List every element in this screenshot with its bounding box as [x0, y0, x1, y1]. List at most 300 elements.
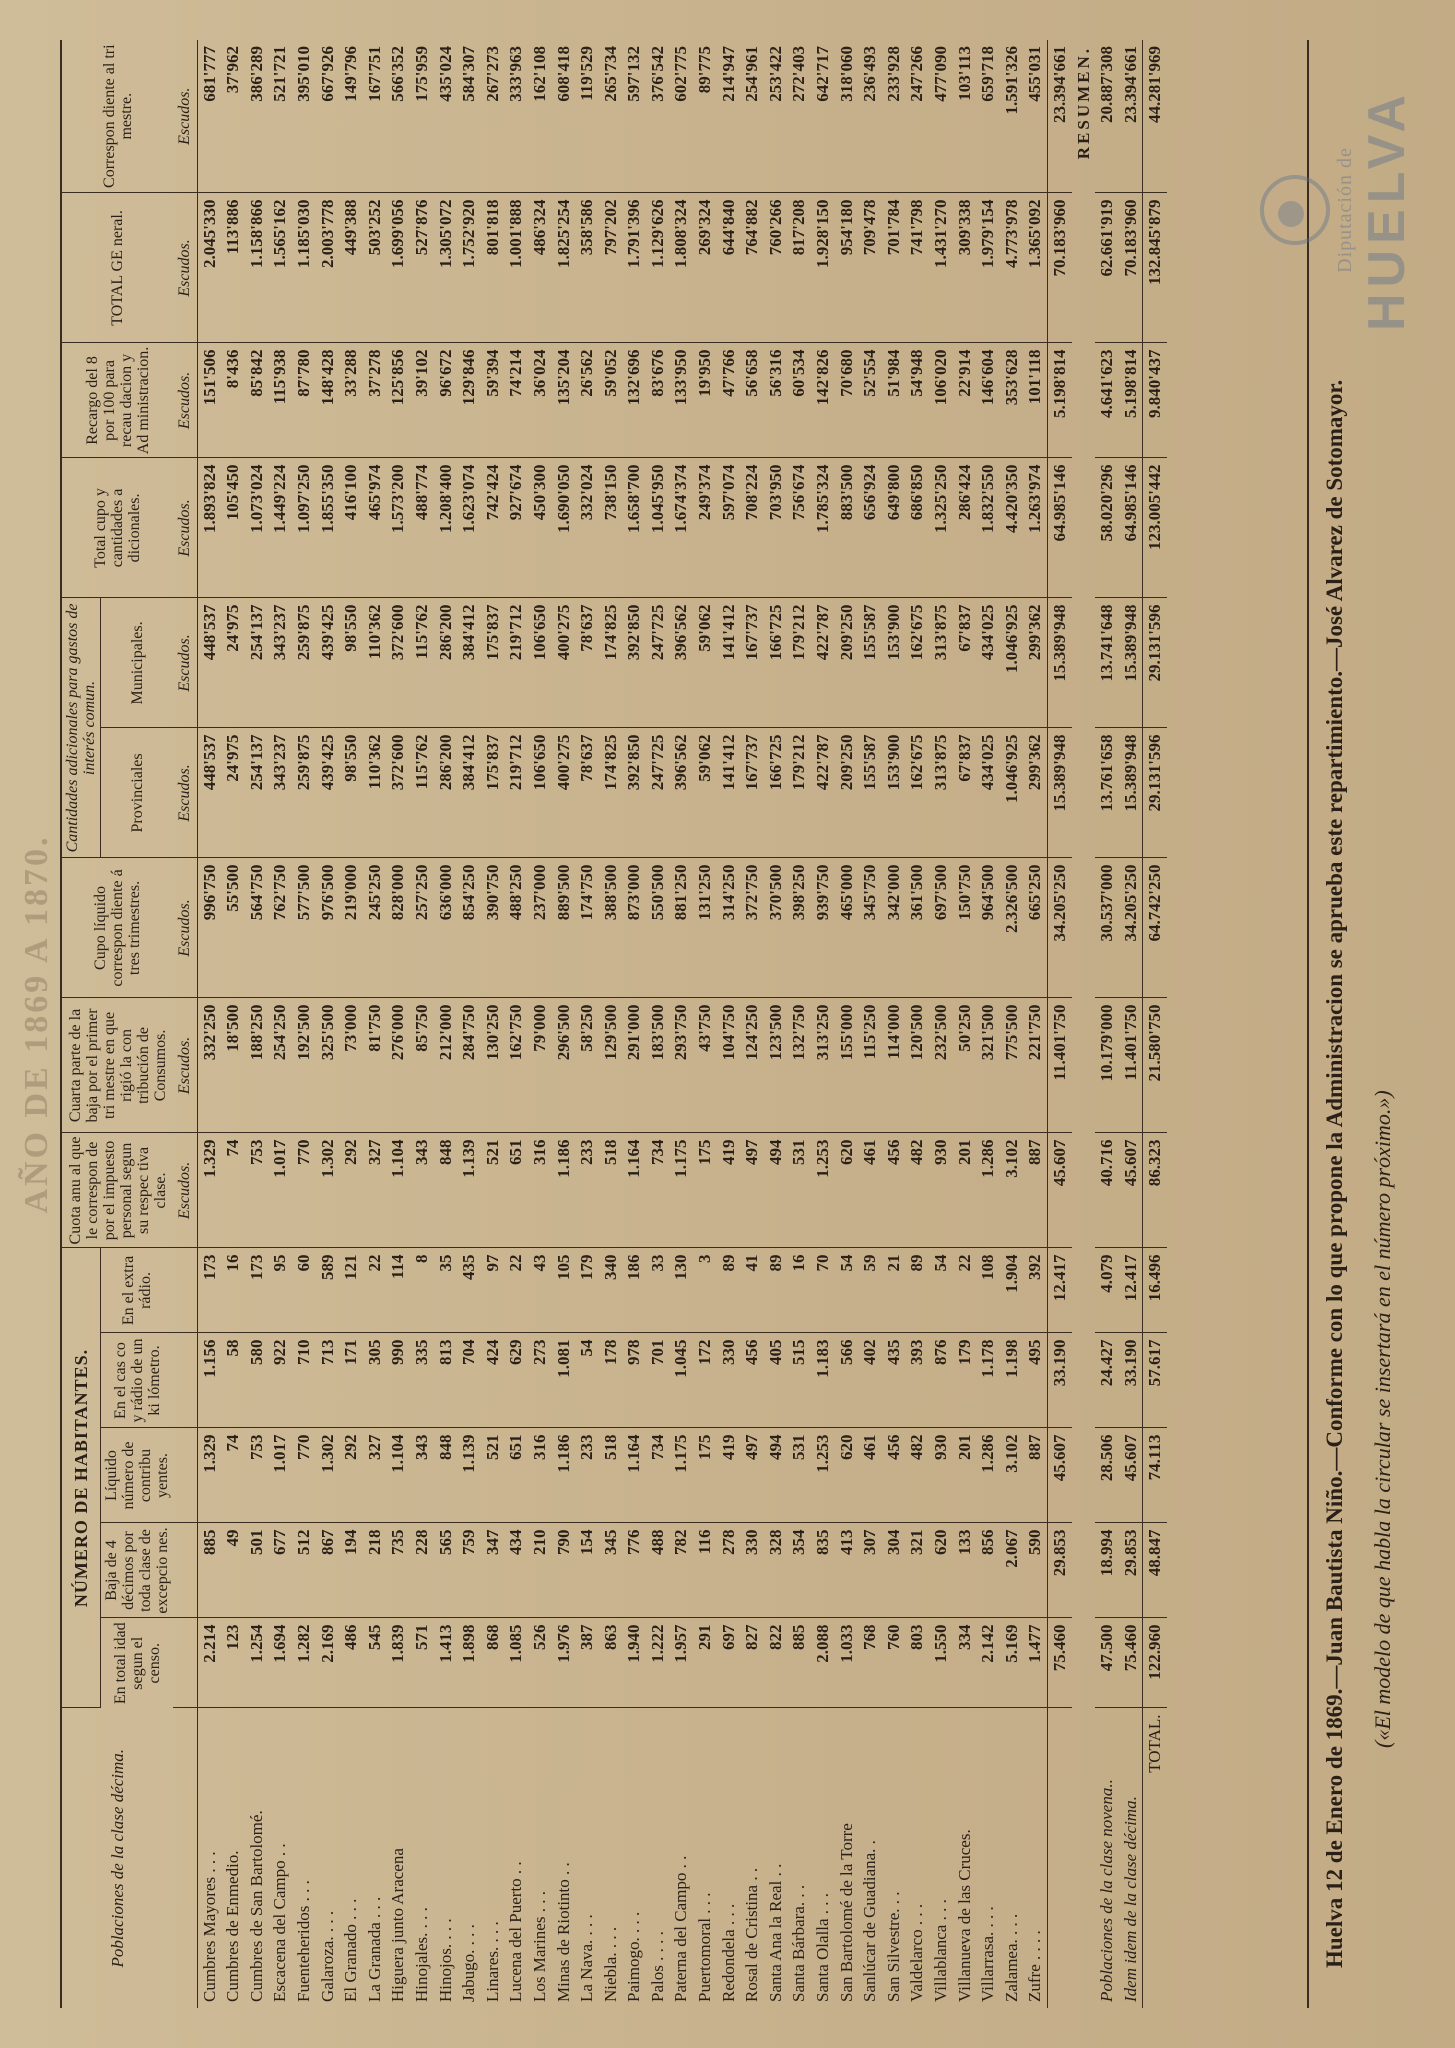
town-name: Valdelarco . . . — [907, 1903, 927, 2002]
table-cell: 166'725 — [764, 728, 788, 858]
table-cell: 1.431'270 — [929, 193, 953, 343]
table-cell: 2.088 — [811, 1618, 835, 1708]
town-name: Los Marines . . . — [529, 1891, 549, 2002]
table-cell: 456 — [882, 1133, 906, 1248]
table-cell: 132'696 — [622, 343, 646, 458]
summary-cell: 64.985'146 — [1119, 458, 1143, 598]
table-cell: 51'984 — [882, 343, 906, 458]
table-cell: 1.904 — [1000, 1248, 1024, 1333]
table-cell: 19'950 — [693, 343, 717, 458]
table-cell: 155'587 — [858, 728, 882, 858]
table-cell: 477'090 — [929, 40, 953, 193]
table-cell: 686'850 — [905, 458, 929, 598]
table-cell: 387 — [575, 1618, 599, 1708]
table-row — [622, 40, 646, 2008]
unit-label: Escudos. — [173, 40, 197, 193]
table-cell: 1.139 — [457, 1428, 481, 1523]
table-cell: 58'250 — [575, 998, 599, 1133]
table-cell: 512 — [292, 1523, 316, 1618]
table-cell: 354 — [787, 1523, 811, 1618]
table-cell: 494 — [764, 1428, 788, 1523]
table-cell: 402 — [858, 1333, 882, 1428]
table-cell: 482 — [905, 1428, 929, 1523]
col-header-cupo: Cupo líquido correspon diente á tres trimestres. — [62, 858, 173, 998]
summary-cell: 58.020'296 — [1095, 458, 1119, 598]
table-cell: 1.785'324 — [811, 458, 835, 598]
table-cell: 659'718 — [976, 40, 1000, 193]
table-row — [457, 40, 481, 2008]
table-cell: 577'500 — [292, 858, 316, 998]
table-cell: 316 — [528, 1428, 552, 1523]
table-cell: 166'725 — [764, 598, 788, 728]
table-cell: 1.979'154 — [976, 193, 1000, 343]
table-cell: 194 — [339, 1523, 363, 1618]
table-row — [953, 40, 977, 2008]
table-cell: 26'562 — [575, 343, 599, 458]
table-cell: 228 — [410, 1523, 434, 1618]
table-cell: 1.001'888 — [504, 193, 528, 343]
table-cell: 142'826 — [811, 343, 835, 458]
table-cell: 52'554 — [858, 343, 882, 458]
table-cell: 296'500 — [552, 998, 576, 1133]
table-cell: 939'750 — [811, 858, 835, 998]
town-name: Escacena del Campo . . — [270, 1843, 290, 2002]
summary-cell: 15.389'948 — [1119, 728, 1143, 858]
table-cell: 221'750 — [1023, 998, 1047, 1133]
table-cell: 173 — [245, 1248, 269, 1333]
table-cell: 681'777 — [197, 40, 221, 193]
table-cell: 247'266 — [905, 40, 929, 193]
table-cell: 434'025 — [976, 728, 1000, 858]
table-cell: 709'478 — [858, 193, 882, 343]
table-cell: 990 — [386, 1333, 410, 1428]
footer-note: («El modelo de que habla la circular se insertará en el número próximo.») — [1370, 1090, 1395, 1748]
table-cell: 83'676 — [646, 343, 670, 458]
footer-signature: Huelva 12 de Enero de 1869.—Juan Bautista Niño.—Conforme con lo que propone la Administracion se aprueba este repartimiento.—José Alvarez de Sotomayor. — [1322, 379, 1347, 1968]
table-cell: 1.565'162 — [268, 193, 292, 343]
table-cell: 233'928 — [882, 40, 906, 193]
table-cell: 386'289 — [245, 40, 269, 193]
table-cell: 35 — [434, 1248, 458, 1333]
table-cell: 334 — [953, 1618, 977, 1708]
table-cell: 265'734 — [599, 40, 623, 193]
table-cell: 162'750 — [504, 998, 528, 1133]
table-cell: 608'418 — [552, 40, 576, 193]
table-cell: 644'840 — [717, 193, 741, 343]
table-cell: 21 — [882, 1248, 906, 1333]
table-cell: 115'938 — [268, 343, 292, 458]
table-cell: 133'950 — [669, 343, 693, 458]
table-cell: 210 — [528, 1523, 552, 1618]
table-cell: 396'562 — [669, 728, 693, 858]
table-cell: 1.329 — [197, 1133, 221, 1248]
table-cell: 116 — [693, 1523, 717, 1618]
table-cell: 1.046'925 — [1000, 728, 1024, 858]
table-cell: 36'024 — [528, 343, 552, 458]
table-cell: 1.253 — [811, 1428, 835, 1523]
table-cell: 70 — [811, 1248, 835, 1333]
table-cell: 101'118 — [1023, 343, 1047, 458]
table-cell: 254'137 — [245, 598, 269, 728]
table-cell: 114'000 — [882, 998, 906, 1133]
table-cell: 56'658 — [740, 343, 764, 458]
table-cell: 43 — [528, 1248, 552, 1333]
table-cell: 313'875 — [929, 728, 953, 858]
table-cell: 488'774 — [410, 458, 434, 598]
table-cell: 267'273 — [481, 40, 505, 193]
table-cell: 782 — [669, 1523, 693, 1618]
table-cell: 419 — [717, 1428, 741, 1523]
table-cell: 372'600 — [386, 728, 410, 858]
table-cell: 976'500 — [316, 858, 340, 998]
table-row — [268, 40, 292, 2008]
table-cell: 398'250 — [787, 858, 811, 998]
table-cell: 247'725 — [646, 728, 670, 858]
table-cell: 817'208 — [787, 193, 811, 343]
unit-label: Escudos. — [173, 193, 197, 343]
table-body — [173, 40, 1072, 2008]
table-cell: 162'108 — [528, 40, 552, 193]
table-cell: 167'737 — [740, 728, 764, 858]
table-cell: 734 — [646, 1428, 670, 1523]
table-cell: 328 — [764, 1523, 788, 1618]
table-cell: 353'628 — [1000, 343, 1024, 458]
table-cell: 1.045'950 — [646, 458, 670, 598]
table-cell: 1.254 — [245, 1618, 269, 1708]
table-cell: 236'493 — [858, 40, 882, 193]
table-cell: 325'500 — [316, 998, 340, 1133]
summary-cell: 13.761'658 — [1095, 728, 1119, 858]
table-cell: 233 — [575, 1133, 599, 1248]
table-cell: 461 — [858, 1133, 882, 1248]
table-cell: 1.017 — [268, 1428, 292, 1523]
table-cell: 835 — [811, 1523, 835, 1618]
table-cell: 313'250 — [811, 998, 835, 1133]
table-cell: 284'750 — [457, 998, 481, 1133]
table-cell: 175'837 — [481, 728, 505, 858]
table-cell: 649'800 — [882, 458, 906, 598]
table-cell: 345'750 — [858, 858, 882, 998]
summary-body — [1072, 40, 1167, 2008]
table-cell: 2.326'500 — [1000, 858, 1024, 998]
table-cell: 114 — [386, 1248, 410, 1333]
table-cell: 1.183 — [811, 1333, 835, 1428]
table-cell: 822 — [764, 1618, 788, 1708]
table-cell: 854'250 — [457, 858, 481, 998]
table-cell: 1.325'250 — [929, 458, 953, 598]
table-cell: 518 — [599, 1428, 623, 1523]
table-cell: 518 — [599, 1133, 623, 1248]
table-cell: 330 — [717, 1333, 741, 1428]
table-cell: 113'886 — [221, 193, 245, 343]
table-cell: 405 — [764, 1333, 788, 1428]
town-name: Hinojos. . . . — [435, 1918, 455, 2002]
town-name: Higuera junto Aracena — [388, 1848, 408, 2002]
table-cell: 162'675 — [905, 728, 929, 858]
table-cell: 1.158'866 — [245, 193, 269, 343]
table-cell: 2.169 — [316, 1618, 340, 1708]
table-cell: 123'500 — [764, 998, 788, 1133]
table-cell: 43'750 — [693, 998, 717, 1133]
table-cell: 150'750 — [953, 858, 977, 998]
summary-cell: 24.427 — [1095, 1333, 1119, 1428]
table-cell: 87'780 — [292, 343, 316, 458]
table-cell: 24'975 — [221, 728, 245, 858]
table-cell: 1.164 — [622, 1133, 646, 1248]
table-cell: 59'052 — [599, 343, 623, 458]
town-name: La Granada . . . — [364, 1896, 384, 2002]
town-name: Santa Ana la Real . . — [765, 1863, 785, 2002]
table-cell: 58 — [221, 1333, 245, 1428]
table-cell: 393 — [905, 1333, 929, 1428]
summary-label: TOTAL. — [1143, 1708, 1167, 2008]
table-cell: 927'674 — [504, 458, 528, 598]
table-cell: 735 — [386, 1523, 410, 1618]
summary-cell: 29.131'596 — [1143, 598, 1167, 728]
table-cell: 887 — [1023, 1428, 1047, 1523]
table-cell: 770 — [292, 1428, 316, 1523]
table-cell: 566'352 — [386, 40, 410, 193]
table-cell: 4.773'978 — [1000, 193, 1024, 343]
table-cell: 435'024 — [434, 40, 458, 193]
table-cell: 22 — [504, 1248, 528, 1333]
table-cell: 3.102 — [1000, 1133, 1024, 1248]
table-row — [976, 40, 1000, 2008]
table-cell: 930 — [929, 1133, 953, 1248]
table-cell: 1.253 — [811, 1133, 835, 1248]
table-cell: 1.976 — [552, 1618, 576, 1708]
table-cell: 201 — [953, 1428, 977, 1523]
table-cell: 212'000 — [434, 998, 458, 1133]
table-cell: 848 — [434, 1428, 458, 1523]
table-cell: 343 — [410, 1428, 434, 1523]
table-cell: 219'000 — [339, 858, 363, 998]
summary-label: Poblaciones de la clase novena.. — [1097, 1779, 1117, 2002]
table-cell: 8 — [410, 1248, 434, 1333]
table-cell: 105'450 — [221, 458, 245, 598]
col-header-poblaciones: Poblaciones de la clase décima. — [108, 1748, 127, 1968]
table-cell: 2.003'778 — [316, 193, 340, 343]
table-cell: 153'900 — [882, 598, 906, 728]
town-name: Villanueva de las Cruces. — [954, 1829, 974, 2002]
table-cell: 74'214 — [504, 343, 528, 458]
summary-cell: 15.389'948 — [1119, 598, 1143, 728]
table-cell: 450'300 — [528, 458, 552, 598]
town-name: Cumbres de Enmedio. — [223, 1850, 243, 2002]
table-row — [1000, 40, 1024, 2008]
table-row — [740, 40, 764, 2008]
table-cell: 110'362 — [363, 728, 387, 858]
col-header-liquido: Líquido número de contribu yentes. — [101, 1428, 174, 1523]
summary-cell: 13.741'648 — [1095, 598, 1119, 728]
table-cell: 333'963 — [504, 40, 528, 193]
table-cell: 1.694 — [268, 1618, 292, 1708]
summary-cell: 9.840'437 — [1143, 343, 1167, 458]
table-cell: 435 — [457, 1248, 481, 1333]
unit-label: Escudos. — [173, 343, 197, 458]
table-cell: 392'850 — [622, 598, 646, 728]
table-cell: 129'500 — [599, 998, 623, 1133]
table-cell: 876 — [929, 1333, 953, 1428]
table-cell: 167'737 — [740, 598, 764, 728]
table-cell: 863 — [599, 1618, 623, 1708]
units-row — [173, 40, 197, 2008]
table-cell: 175'837 — [481, 598, 505, 728]
total-cell: 70.183'960 — [1047, 193, 1071, 343]
table-cell: 384'412 — [457, 598, 481, 728]
table-cell: 827 — [740, 1618, 764, 1708]
table-cell: 259'875 — [292, 728, 316, 858]
summary-cell: 45.607 — [1119, 1428, 1143, 1523]
summary-cell: 28.506 — [1095, 1428, 1119, 1523]
summary-row — [1095, 40, 1119, 2008]
table-cell: 465'000 — [835, 858, 859, 998]
table-cell: 171 — [339, 1333, 363, 1428]
table-cell: 848 — [434, 1133, 458, 1248]
town-name: Lucena del Puerto . . — [506, 1861, 526, 2002]
total-cell: 15.389'948 — [1047, 728, 1071, 858]
archive-watermark — [1260, 60, 1417, 360]
summary-cell: 48.847 — [1143, 1523, 1167, 1618]
table-cell: 488'250 — [504, 858, 528, 998]
summary-cell: 47.500 — [1095, 1618, 1119, 1708]
table-cell: 249'374 — [693, 458, 717, 598]
table-cell: 37'278 — [363, 343, 387, 458]
table-row — [434, 40, 458, 2008]
table-cell: 1.282 — [292, 1618, 316, 1708]
table-cell: 305 — [363, 1333, 387, 1428]
table-cell: 173 — [197, 1248, 221, 1333]
table-cell: 1.674'374 — [669, 458, 693, 598]
table-cell: 697'500 — [929, 858, 953, 998]
table-cell: 764'882 — [740, 193, 764, 343]
table-cell: 1.957 — [669, 1618, 693, 1708]
table-cell: 1.855'350 — [316, 458, 340, 598]
table-cell: 1.104 — [386, 1428, 410, 1523]
table-cell: 174'825 — [599, 598, 623, 728]
table-cell: 2.067 — [1000, 1523, 1024, 1618]
table-cell: 738'150 — [599, 458, 623, 598]
summary-cell: 18.994 — [1095, 1523, 1119, 1618]
town-name: Zalamea. . . . — [1001, 1913, 1021, 2002]
town-name: Galaroza. . . . — [317, 1910, 337, 2002]
table-row — [599, 40, 623, 2008]
total-cell: 33.190 — [1047, 1333, 1071, 1428]
table-cell: 651 — [504, 1428, 528, 1523]
table-cell: 307 — [858, 1523, 882, 1618]
total-cell: 11.401'750 — [1047, 998, 1071, 1133]
unit-label: Escudos. — [173, 1133, 197, 1248]
table-cell: 1.164 — [622, 1428, 646, 1523]
table-cell: 710 — [292, 1333, 316, 1428]
table-cell: 254'250 — [268, 998, 292, 1133]
table-cell: 96'672 — [434, 343, 458, 458]
table-cell: 318'060 — [835, 40, 859, 193]
table-cell: 1.081 — [552, 1333, 576, 1428]
table-cell: 54 — [929, 1248, 953, 1333]
table-cell: 130 — [669, 1248, 693, 1333]
table-cell: 424 — [481, 1333, 505, 1428]
table-cell: 370'500 — [764, 858, 788, 998]
table-cell: 667'926 — [316, 40, 340, 193]
table-row — [929, 40, 953, 2008]
col-header-total-censo: En total idad segun el censo. — [111, 1622, 163, 1705]
table-row — [292, 40, 316, 2008]
table-cell: 85'750 — [410, 998, 434, 1133]
table-cell: 656'924 — [858, 458, 882, 598]
table-cell: 2.045'330 — [197, 193, 221, 343]
table-cell: 497 — [740, 1133, 764, 1248]
table-cell: 218 — [363, 1523, 387, 1618]
table-cell: 89 — [905, 1248, 929, 1333]
table-cell: 37'962 — [221, 40, 245, 193]
table-cell: 70'680 — [835, 343, 859, 458]
table-cell: 636'000 — [434, 858, 458, 998]
total-cell: 5.198'814 — [1047, 343, 1071, 458]
summary-cell: 29.131'596 — [1143, 728, 1167, 858]
table-row — [811, 40, 835, 2008]
table-cell: 521 — [481, 1133, 505, 1248]
table-cell: 701 — [646, 1333, 670, 1428]
table-cell: 1.808'324 — [669, 193, 693, 343]
table-cell: 273 — [528, 1333, 552, 1428]
faint-header: AÑO DE 1869 A 1870. — [18, 834, 55, 1214]
table-cell: 135'204 — [552, 343, 576, 458]
table-cell: 439'425 — [316, 598, 340, 728]
table-cell: 449'388 — [339, 193, 363, 343]
table-cell: 419 — [717, 1133, 741, 1248]
table-cell: 1.893'824 — [197, 458, 221, 598]
table-cell: 602'775 — [669, 40, 693, 193]
table-row — [363, 40, 387, 2008]
col-header-municipales: Municipales. — [101, 598, 174, 728]
table-cell: 1.940 — [622, 1618, 646, 1708]
table-cell: 79'000 — [528, 998, 552, 1133]
table-cell: 741'798 — [905, 193, 929, 343]
tax-distribution-table — [62, 40, 1167, 2008]
table-cell: 85'842 — [245, 343, 269, 458]
table-cell: 291 — [693, 1618, 717, 1708]
table-cell: 103'113 — [953, 40, 977, 193]
table-cell: 395'010 — [292, 40, 316, 193]
table-cell: 701'784 — [882, 193, 906, 343]
table-cell: 245'250 — [363, 858, 387, 998]
table-cell: 155'587 — [858, 598, 882, 728]
table-row — [197, 40, 221, 2008]
table-cell: 571 — [410, 1618, 434, 1708]
table-cell: 343'237 — [268, 598, 292, 728]
table-cell: 110'362 — [363, 598, 387, 728]
table-cell: 665'250 — [1023, 858, 1047, 998]
table-cell: 286'424 — [953, 458, 977, 598]
table-cell: 54 — [575, 1333, 599, 1428]
table-cell: 253'422 — [764, 40, 788, 193]
table-cell: 233 — [575, 1428, 599, 1523]
table-cell: 1.017 — [268, 1133, 292, 1248]
table-cell: 327 — [363, 1428, 387, 1523]
summary-cell: 122.960 — [1143, 1618, 1167, 1708]
summary-cell: 70.183'960 — [1119, 193, 1143, 343]
table-cell: 293'750 — [669, 998, 693, 1133]
table-cell: 321'500 — [976, 998, 1000, 1133]
table-cell: 494 — [764, 1133, 788, 1248]
table-cell: 435 — [882, 1333, 906, 1428]
summary-cell: 45.607 — [1119, 1133, 1143, 1248]
total-cell: 29.853 — [1047, 1523, 1071, 1618]
table-cell: 455'031 — [1023, 40, 1047, 193]
table-cell: 448'537 — [197, 598, 221, 728]
table-cell: 1.550 — [929, 1618, 953, 1708]
